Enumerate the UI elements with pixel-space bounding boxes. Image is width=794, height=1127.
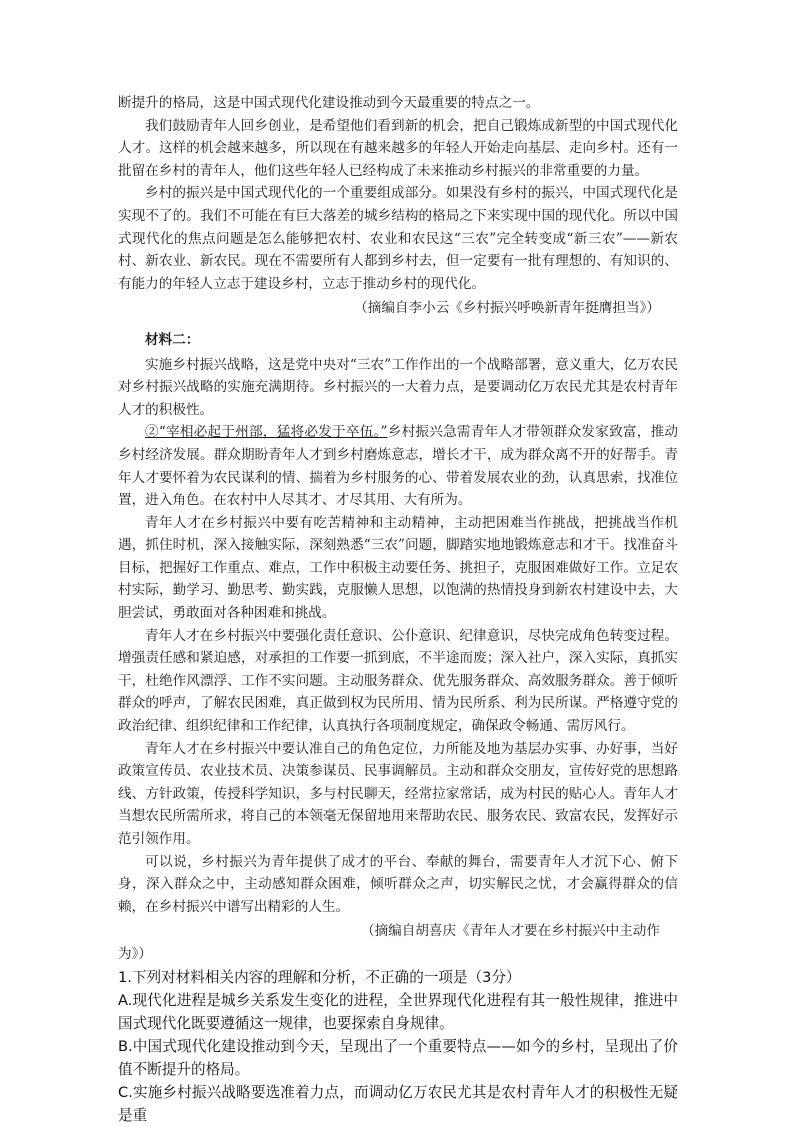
material2-paragraph-4: 青年人才在乡村振兴中要强化责任意识、公仆意识、纪律意识，尽快完成角色转变过程。增强责任感和紧迫感，对承担的工作要一抓到底，不半途而废；深入社户，深入实际，真抓实干，杜绝作风漂浮、工作不实问题。主动服务群众、优先服务群众、高效服务群众。善于倾听群众的呼声，了解农民困难，真正做到权为民所用、情为民所系、利为民所谋。严格遵守党的政治纪律、组织纪律和工作纪律，认真执行各项制度规定，确保政令畅通、需厉风行。 — [118, 627, 678, 735]
document-page — [118, 92, 678, 1127]
material1-paragraph-3: 乡村的振兴是中国式现代化的一个重要组成部分。如果没有乡村的振兴，中国式现代化是实现不了的。我们不可能在有巨大落差的城乡结构的格局之下来实现中国的现代化。所以中国式现代化的焦点问题是怎么能够把农村、农业和农民这“三农”完全转变成“新三农”——新农村、新农业、新农民。现在不需要所有人都到乡村去，但一定要有一批有理想的、有知识的、有能力的年轻人立志于建设乡村，立志于推动乡村的现代化。 — [118, 185, 678, 292]
option-b: B.中国式现代化建设推动到今天，呈现出了一个重要特点——如今的乡村，呈现出了价值不断提升的格局。 — [118, 1037, 678, 1078]
material2-paragraph-6: 可以说，乡村振兴为青年提供了成才的平台、奉献的舞台，需要青年人才沉下心、俯下身，深入群众之中，主动感知群众困难，倾听群众之声，切实解民之忧，才会赢得群众的信赖，在乡村振兴中谱写出精彩的人生。 — [118, 853, 678, 915]
underlined-quote: “宰相必起于州部，猛将必发于卒伍。” — [158, 424, 388, 441]
paragraph-2-rest: 乡村振兴急需青年人才带领群众发家致富，推动乡村经济发展。群众期盼青年人才到乡村磨炼意志，增长才干，成为群众离不开的好帮手。青年人才要怀着为农民谋利的情、揣着为乡村服务的心、带着发展农业的劲，认真思索，找准位置，进入角色。在农村中人尽其才、才尽其用、大有所为。 — [118, 424, 679, 509]
material2-paragraph-3: 青年人才在乡村振兴中要有吃苦精神和主动精神，主动把困难当作挑战，把挑战当作机遇，抓住时机，深入接触实际，深刻熟悉“三农”问题，脚踏实地地锻炼意志和才干。找准奋斗目标，把握好工作重点、难点，工作中积极主动要任务、挑担子，克服困难做好工作。立足农村实际，勤学习、勤思考、勤实践，克服懒人思想，以饱满的热情投身到新农村建设中去，大胆尝试，勇敢面对各种困难和挑战。 — [118, 514, 678, 622]
option-a: A.现代化进程是城乡关系发生变化的进程，全世界现代化进程有其一般性规律，推进中国式现代化既要遵循这一规律，也要探索自身规律。 — [118, 991, 678, 1032]
paragraph-mark: ② — [145, 424, 159, 441]
material1-paragraph-2: 我们鼓励青年人回乡创业，是希望他们看到新的机会，把自己锻炼成新型的中国式现代化人才。这样的机会越来越多，所以现在有越来越多的年轻人开始走向基层、走向乡村。还有一批留在乡村的青年人，他们这些年轻人已经构成了未来推动乡村振兴的非常重要的力量。 — [118, 117, 678, 179]
material1-source: （摘编自李小云《乡村振兴呼唤新青年挺膺担当》） — [354, 300, 660, 317]
question-stem: 1.下列对材料相关内容的理解和分析，不正确的一项是（3分） — [118, 968, 521, 986]
material2-heading: 材料二： — [145, 331, 200, 348]
material2-paragraph-2 — [118, 421, 678, 511]
material1-paragraph-tail: 断提升的格局，这是中国式现代化建设推动到今天最重要的特点之一。 — [118, 95, 540, 111]
material2-source-line2: 为》） — [118, 945, 152, 962]
material2-paragraph-5: 青年人才在乡村振兴中要认准自己的角色定位，力所能及地为基层办实事、办好事，当好政策宣传员、农业技术员、决策参谋员、民事调解员。主动和群众交朋友，宣传好党的思想路线、方针政策，传授科学知识，多与村民聊天，经常拉家常话，成为村民的贴心人。青年人才当想农民所需所求，将自己的本领毫无保留地用来帮助农民、服务农民、致富农民，发挥好示范引领作用。 — [118, 740, 678, 847]
material2-paragraph-1: 实施乡村振兴战略，这是党中央对“三农”工作作出的一个战略部署，意义重大，亿万农民对乡村振兴战略的实施充满期待。乡村振兴的一大着力点，是要调动亿万农民尤其是农村青年人才的积极性。 — [118, 356, 678, 418]
material2-source-line1: （摘编自胡喜庆《青年人才要在乡村振兴中主动作 — [360, 923, 660, 940]
option-c: C.实施乡村振兴战略要选准着力点，而调动亿万农民尤其是农村青年人才的积极性无疑是重 — [118, 1083, 678, 1124]
